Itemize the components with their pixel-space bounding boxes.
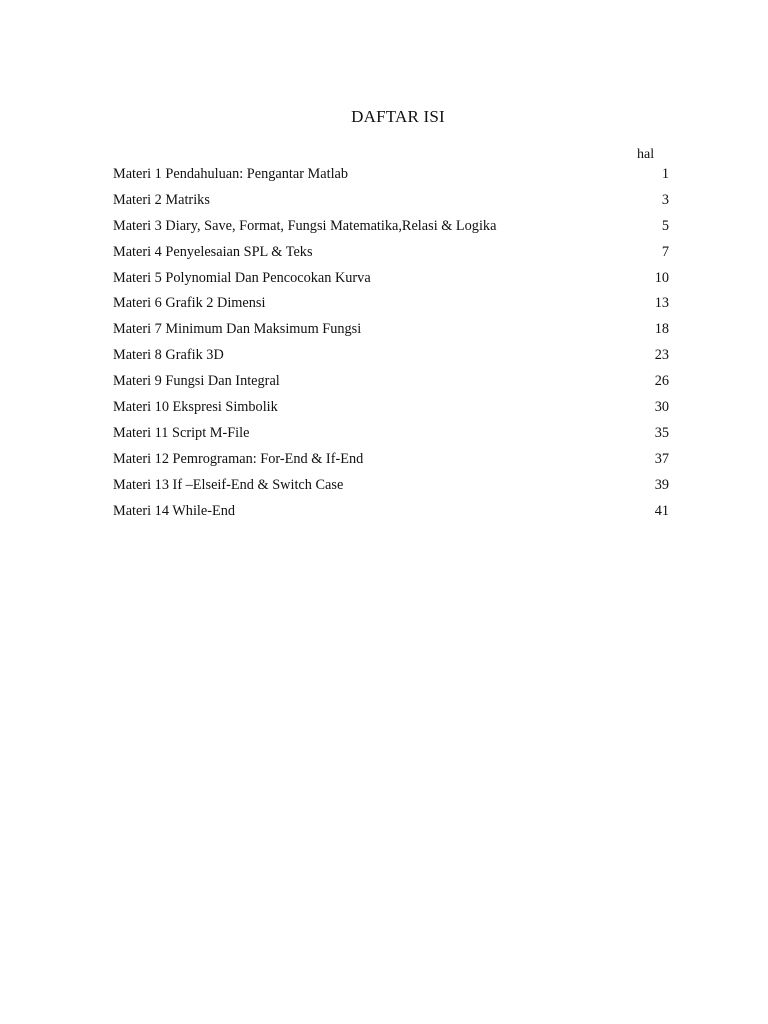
page-number-column-header: hal [637, 147, 655, 162]
toc-entry-label: Materi 1 Pendahuluan: Pengantar Matlab [113, 166, 349, 182]
toc-entry-label: Materi 11 Script M-File [113, 424, 250, 441]
toc-entry-label: Materi 12 Pemrograman: For-End & If-End [113, 450, 364, 467]
toc-entry [113, 475, 673, 501]
toc-entry-page: 41 [654, 502, 669, 519]
toc-entry [113, 397, 673, 423]
toc-entry-label: Materi 10 Ekspresi Simbolik [113, 399, 278, 416]
toc-entry-label: Materi 3 Diary, Save, Format, Fungsi Matematika,Relasi & Logika [113, 217, 497, 234]
toc-entry [113, 319, 673, 345]
toc-entry-label: Materi 9 Fungsi Dan Integral [113, 373, 280, 390]
toc-entry-label: Materi 5 Polynomial Dan Pencocokan Kurva [113, 269, 371, 286]
toc-entry-label: Materi 4 Penyelesaian SPL & Teks [113, 243, 313, 260]
toc-entry-page: 18 [654, 321, 669, 338]
toc-entry-label: Materi 2 Matriks [113, 191, 210, 208]
toc-entry [113, 268, 673, 294]
toc-entry [113, 423, 673, 449]
toc-entry-page: 26 [654, 373, 669, 390]
toc-entry-page: 23 [654, 347, 669, 364]
toc-entry [113, 164, 673, 190]
toc-entry [113, 190, 673, 216]
page-title: DAFTAR ISI [351, 107, 445, 126]
toc-entry-page: 35 [654, 424, 669, 441]
toc-entry [113, 216, 673, 242]
toc-entry-page: 39 [654, 476, 669, 493]
toc-entry-page: 5 [661, 217, 669, 234]
toc-entry-label: Materi 13 If –Elseif-End & Switch Case [113, 476, 344, 493]
toc-entry-page: 13 [654, 295, 669, 312]
toc-entry [113, 371, 673, 397]
toc-entry [113, 242, 673, 268]
toc-entry [113, 293, 673, 319]
toc-entry-page: 10 [654, 269, 669, 286]
toc-entry-page: 37 [654, 450, 669, 467]
toc-entry-page: 1 [661, 166, 669, 182]
toc-entry-label: Materi 7 Minimum Dan Maksimum Fungsi [113, 321, 362, 338]
toc-entry-page: 7 [661, 243, 669, 260]
toc-entry [113, 449, 673, 475]
toc-entry-label: Materi 8 Grafik 3D [113, 347, 224, 364]
table-of-contents [113, 164, 673, 526]
toc-entry-label: Materi 6 Grafik 2 Dimensi [113, 295, 266, 312]
toc-entry-label: Materi 14 While-End [113, 502, 236, 519]
toc-entry [113, 501, 673, 527]
toc-entry-page: 3 [661, 191, 669, 208]
toc-entry-page: 30 [654, 399, 669, 416]
toc-entry [113, 345, 673, 371]
